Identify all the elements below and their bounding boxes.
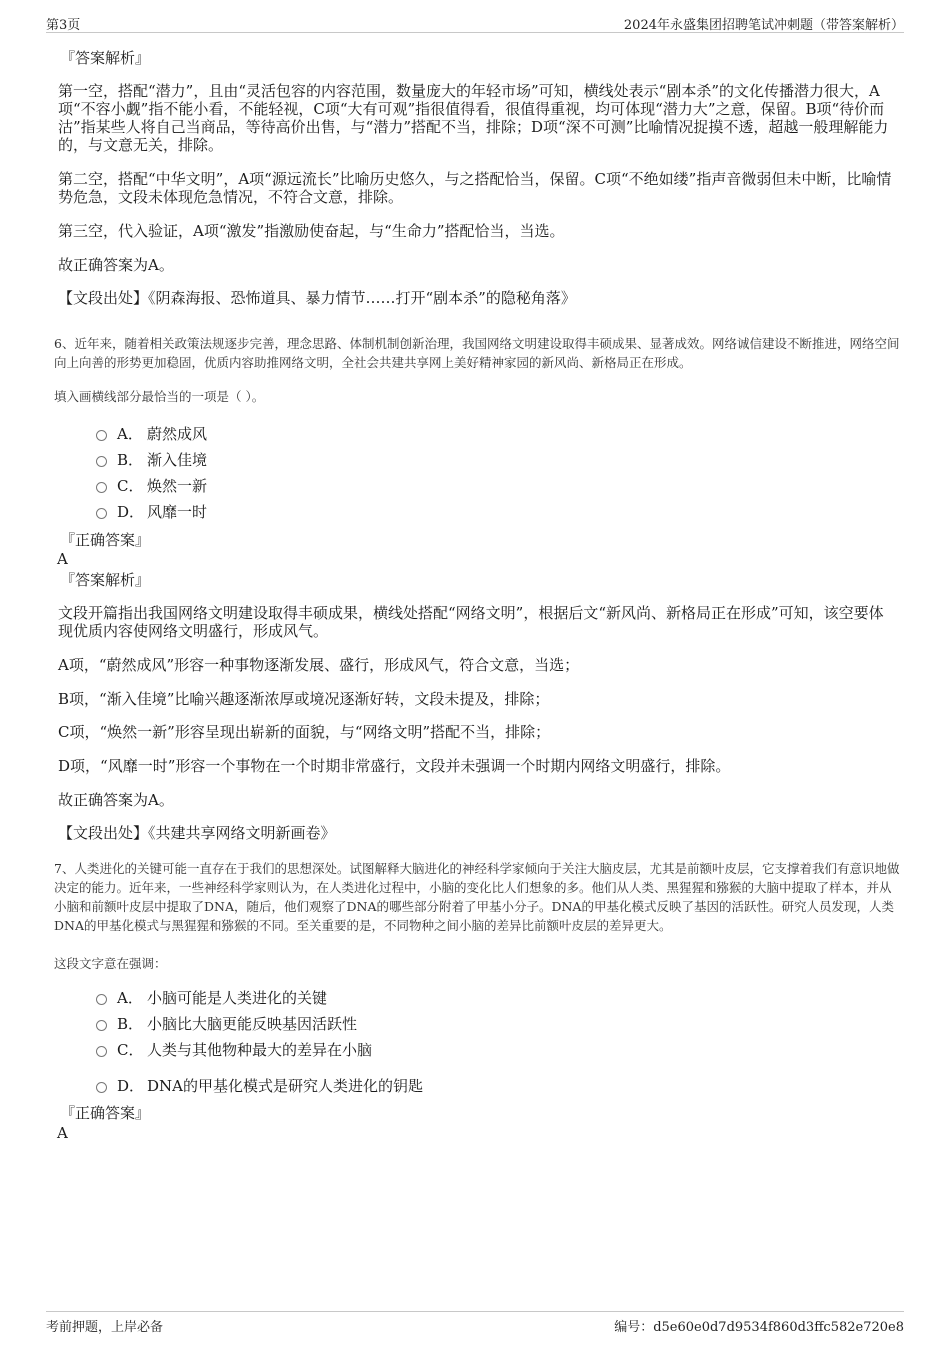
source-citation: 【文段出处】《阴森海报、恐怖道具、暴力情节……打开“剧本杀”的隐秘角落》 bbox=[58, 289, 576, 307]
analysis-conclusion: 故正确答案为A。 bbox=[58, 256, 174, 274]
question-6-stem: 6、近年来，随着相关政策法规逐步完善，理念思路、体制机制创新治理，我国网络文明建设取得丰硕成果、显著成效。网络诚信建设不断推进，网络空间向上向善的形势更加稳固，优质内容助推网络文明，全社会共建共享网上美好精神家园的新风尚、新格局正在形成。 bbox=[54, 336, 900, 370]
page-number: 第3页 bbox=[46, 18, 81, 33]
q6-option-b[interactable]: B． 渐入佳境 bbox=[96, 451, 207, 469]
radio-button-icon[interactable] bbox=[96, 1046, 107, 1057]
q6-option-c[interactable]: C． 焕然一新 bbox=[96, 477, 207, 495]
analysis-label: 『答案解析』 bbox=[60, 49, 151, 67]
q7-option-a[interactable]: A． 小脑可能是人类进化的关键 bbox=[96, 989, 327, 1007]
analysis-option-c: C项，“焕然一新”形容呈现出崭新的面貌，与“网络文明”搭配不当，排除； bbox=[58, 723, 551, 741]
analysis-paragraph-1: 第一空，搭配“潜力”，且由“灵活包容的内容范围，数量庞大的年轻市场”可知，横线处表示“剧本杀”的文化传播潜力很大，A项“不容小觑”指不能小看，不能轻视，C项“大有可观”指很值得看，很值得重视，均可体现“潜力大”之意，保留。B项“待价而沽”指某些人将自己当商品，等待高价出售，与“潜力”搭配不当，排除；D项“深不可测”比喻情况捉摸不透，超越一般理解能力的，与文意无关，排除。 bbox=[58, 82, 889, 154]
analysis-label: 『答案解析』 bbox=[60, 571, 151, 589]
q7-option-c[interactable]: C． 人类与其他物种最大的差异在小脑 bbox=[96, 1041, 372, 1059]
q7-option-d[interactable]: D． DNA的甲基化模式是研究人类进化的钥匙 bbox=[96, 1077, 423, 1095]
correct-answer-value: A bbox=[57, 550, 68, 568]
document-title: 2024年永盛集团招聘笔试冲刺题（带答案解析） bbox=[623, 18, 904, 33]
analysis-paragraph-3: 第三空，代入验证，A项“激发”指激励使奋起，与“生命力”搭配恰当，当选。 bbox=[58, 222, 565, 240]
q6-option-d[interactable]: D． 风靡一时 bbox=[96, 503, 207, 521]
q6-option-a[interactable]: A． 蔚然成风 bbox=[96, 425, 207, 443]
analysis-paragraph-2: 第二空，搭配“中华文明”，A项“源远流长”比喻历史悠久，与之搭配恰当，保留。C项“不绝如缕”指声音微弱但未中断，比喻情势危急，文段未体现危急情况，不符合文意，排除。 bbox=[58, 170, 892, 206]
correct-answer-label: 『正确答案』 bbox=[60, 1104, 151, 1122]
analysis-option-a: A项，“蔚然成风”形容一种事物逐渐发展、盛行，形成风气，符合文意，当选； bbox=[58, 656, 580, 674]
source-citation: 【文段出处】《共建共享网络文明新画卷》 bbox=[58, 824, 336, 842]
question-6-prompt: 填入画横线部分最恰当的一项是（ ）。 bbox=[54, 389, 265, 404]
analysis-conclusion: 故正确答案为A。 bbox=[58, 791, 174, 809]
footer-slogan: 考前押题，上岸必备 bbox=[46, 1320, 164, 1335]
radio-button-icon[interactable] bbox=[96, 482, 107, 493]
radio-button-icon[interactable] bbox=[96, 430, 107, 441]
correct-answer-value: A bbox=[57, 1124, 68, 1142]
radio-button-icon[interactable] bbox=[96, 1082, 107, 1093]
correct-answer-label: 『正确答案』 bbox=[60, 531, 151, 549]
question-7-stem: 7、人类进化的关键可能一直存在于我们的思想深处。试图解释大脑进化的神经科学家倾向于关注大脑皮层，尤其是前额叶皮层，它支撑着我们有意识地做决定的能力。近年来，一些神经科学家则认为，在人类进化过程中，小脑的变化比人们想象的多。他们从人类、黑猩猩和猕猴的大脑中提取了样本，并从小脑和前额叶皮层中提取了DNA，随后，他们观察了DNA的哪些部分附着了甲基小分子。DNA的甲基化模式反映了基因的活跃性。研究人员发现，人类DNA的甲基化模式与黑猩猩和猕猴的不同。至关重要的是，不同物种之间小脑的差异比前额叶皮层的差异更大。 bbox=[54, 861, 900, 933]
analysis-option-b: B项，“渐入佳境”比喻兴趣逐渐浓厚或境况逐渐好转，文段未提及，排除； bbox=[58, 690, 550, 708]
radio-button-icon[interactable] bbox=[96, 508, 107, 519]
question-7-prompt: 这段文字意在强调： bbox=[54, 956, 167, 971]
radio-button-icon[interactable] bbox=[96, 1020, 107, 1031]
radio-button-icon[interactable] bbox=[96, 456, 107, 467]
analysis-option-d: D项，“风靡一时”形容一个事物在一个时期非常盛行，文段并未强调一个时期内网络文明盛行，排除。 bbox=[58, 757, 731, 775]
analysis-paragraph-1: 文段开篇指出我国网络文明建设取得丰硕成果，横线处搭配“网络文明”，根据后文“新风尚、新格局正在形成”可知，该空要体现优质内容使网络文明盛行，形成风气。 bbox=[58, 604, 884, 640]
q7-option-b[interactable]: B． 小脑比大脑更能反映基因活跃性 bbox=[96, 1015, 357, 1033]
page-footer bbox=[46, 1311, 904, 1336]
document-code: 编号：d5e60e0d7d9534f860d3ffc582e720e8 bbox=[614, 1320, 904, 1335]
radio-button-icon[interactable] bbox=[96, 994, 107, 1005]
